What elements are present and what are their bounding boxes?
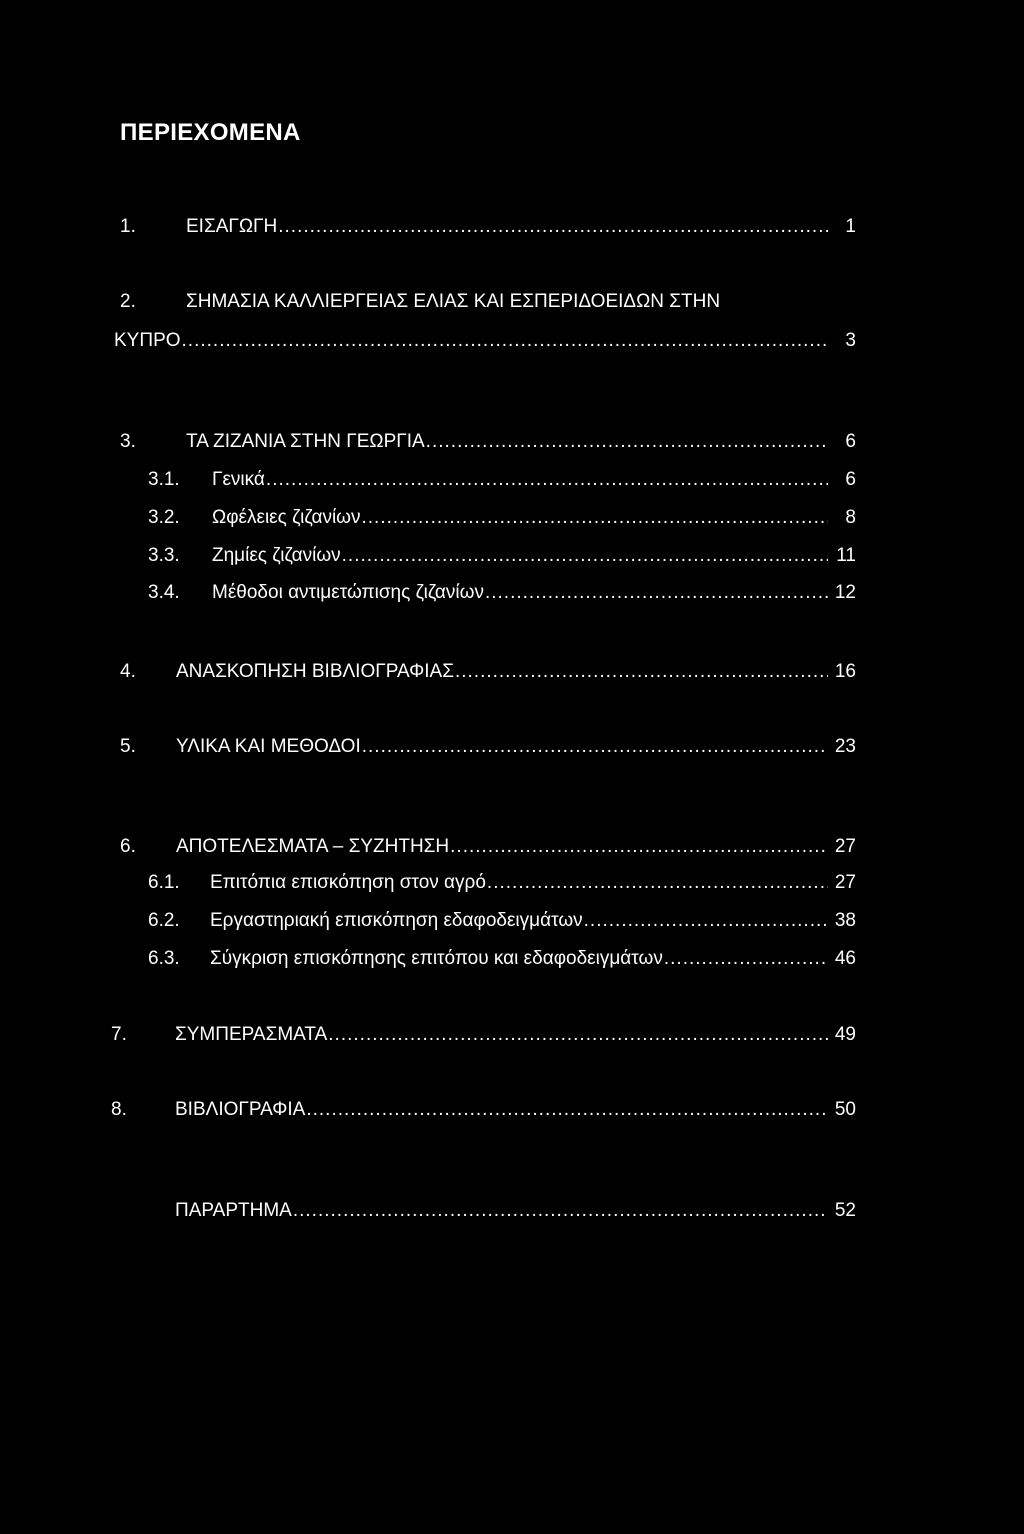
toc-dot-leader [584, 908, 828, 934]
toc-dot-leader [328, 1022, 828, 1048]
toc-number: 6. [120, 836, 136, 857]
toc-dot-leader [362, 734, 828, 760]
toc-title: Επιτόπια επισκόπηση στον αγρό [210, 872, 486, 893]
toc-page-number: 49 [834, 1024, 856, 1045]
toc-page-number: 6 [845, 469, 856, 490]
toc-title: Ωφέλειες ζιζανίων [212, 507, 361, 528]
toc-number: 1. [120, 216, 136, 237]
toc-entry-materials-methods[interactable] [120, 734, 856, 760]
toc-dot-leader [182, 328, 828, 354]
toc-title: ΑΠΟΤΕΛΕΣΜΑΤΑ – ΣΥΖΗΤΗΣΗ [176, 836, 450, 857]
toc-entry-literature-review[interactable] [120, 659, 856, 685]
toc-title: ΣΗΜΑΣΙΑ ΚΑΛΛΙΕΡΓΕΙΑΣ ΕΛΙΑΣ ΚΑΙ ΕΣΠΕΡΙΔΟΕΙΔΩΝ ΣΤΗΝ [186, 291, 721, 312]
toc-number: 6.1. [148, 872, 180, 893]
toc-dot-leader [664, 946, 828, 972]
toc-dot-leader [426, 429, 828, 455]
toc-title: ΑΝΑΣΚΟΠΗΣΗ ΒΙΒΛΙΟΓΡΑΦΙΑΣ [176, 661, 454, 682]
toc-page-number: 16 [834, 661, 856, 682]
toc-number: 4. [120, 661, 136, 682]
toc-page-number: 6 [845, 431, 856, 452]
toc-entry-weeds[interactable] [120, 429, 856, 455]
toc-title: ΕΙΣΑΓΩΓΗ [186, 216, 278, 237]
toc-dot-leader [342, 543, 828, 569]
toc-page-number: 50 [834, 1099, 856, 1120]
toc-subentry-benefits[interactable] [148, 505, 856, 531]
toc-number: 7. [111, 1024, 127, 1045]
toc-page-number: 1 [845, 216, 856, 237]
toc-number: 8. [111, 1099, 127, 1120]
toc-page-number: 27 [834, 836, 856, 857]
toc-dot-leader [278, 214, 828, 240]
toc-page-number: 46 [834, 948, 856, 969]
toc-page-number: 11 [836, 545, 856, 566]
toc-number: 2. [120, 291, 136, 312]
toc-subentry-general[interactable] [148, 467, 856, 493]
toc-dot-leader [485, 580, 828, 606]
toc-dot-leader [293, 1198, 828, 1224]
toc-dot-leader [266, 467, 828, 493]
toc-page-number: 52 [834, 1200, 856, 1221]
toc-entry-results-discussion[interactable] [120, 834, 856, 860]
toc-title: Εργαστηριακή επισκόπηση εδαφοδειγμάτων [210, 910, 583, 931]
toc-subentry-lab-survey[interactable] [148, 908, 856, 934]
toc-dot-leader [306, 1097, 828, 1123]
toc-entry-importance-line1[interactable] [120, 289, 856, 315]
toc-number: 3.1. [148, 469, 180, 490]
toc-page-number: 23 [834, 736, 856, 757]
toc-title: Ζημίες ζιζανίων [212, 545, 341, 566]
toc-page-number: 8 [845, 507, 856, 528]
toc-title: ΤΑ ΖΙΖΑΝΙΑ ΣΤΗΝ ΓΕΩΡΓΙΑ [186, 431, 425, 452]
toc-title: Μέθοδοι αντιμετώπισης ζιζανίων [212, 582, 484, 603]
toc-page-number: 12 [834, 582, 856, 603]
toc-dot-leader [487, 870, 828, 896]
toc-title: Σύγκριση επισκόπησης επιτόπου και εδαφοδειγμάτων [210, 948, 663, 969]
toc-entry-conclusions[interactable] [111, 1022, 856, 1048]
toc-entry-bibliography[interactable] [111, 1097, 856, 1123]
toc-entry-importance-line2[interactable] [114, 328, 856, 354]
page-title: ΠΕΡΙΕΧΟΜΕΝΑ [120, 119, 301, 146]
toc-subentry-field-survey[interactable] [148, 870, 856, 896]
toc-page-number: 27 [834, 872, 856, 893]
toc-entry-introduction[interactable] [120, 214, 856, 240]
toc-number: 3.2. [148, 507, 180, 528]
toc-number: 3. [120, 431, 136, 452]
toc-number: 3.4. [148, 582, 180, 603]
toc-title-continuation: ΚΥΠΡΟ [114, 330, 181, 351]
toc-title: ΒΙΒΛΙΟΓΡΑΦΙΑ [175, 1099, 306, 1120]
toc-title: ΣΥΜΠΕΡΑΣΜΑΤΑ [175, 1024, 328, 1045]
toc-dot-leader [450, 834, 828, 860]
toc-number: 5. [120, 736, 136, 757]
toc-title: ΥΛΙΚΑ ΚΑΙ ΜΕΘΟΔΟΙ [176, 736, 361, 757]
toc-subentry-comparison[interactable] [148, 946, 856, 972]
toc-number: 3.3. [148, 545, 180, 566]
toc-title: Γενικά [212, 469, 265, 490]
toc-entry-appendix[interactable] [175, 1198, 856, 1224]
toc-page-number: 3 [845, 330, 856, 351]
toc-dot-leader [362, 505, 829, 531]
toc-dot-leader [455, 659, 828, 685]
toc-title: ΠΑΡΑΡΤΗΜΑ [175, 1200, 292, 1221]
toc-number: 6.3. [148, 948, 180, 969]
toc-subentry-damages[interactable] [148, 543, 856, 569]
toc-number: 6.2. [148, 910, 180, 931]
toc-page-number: 38 [834, 910, 856, 931]
toc-subentry-control-methods[interactable] [148, 580, 856, 606]
